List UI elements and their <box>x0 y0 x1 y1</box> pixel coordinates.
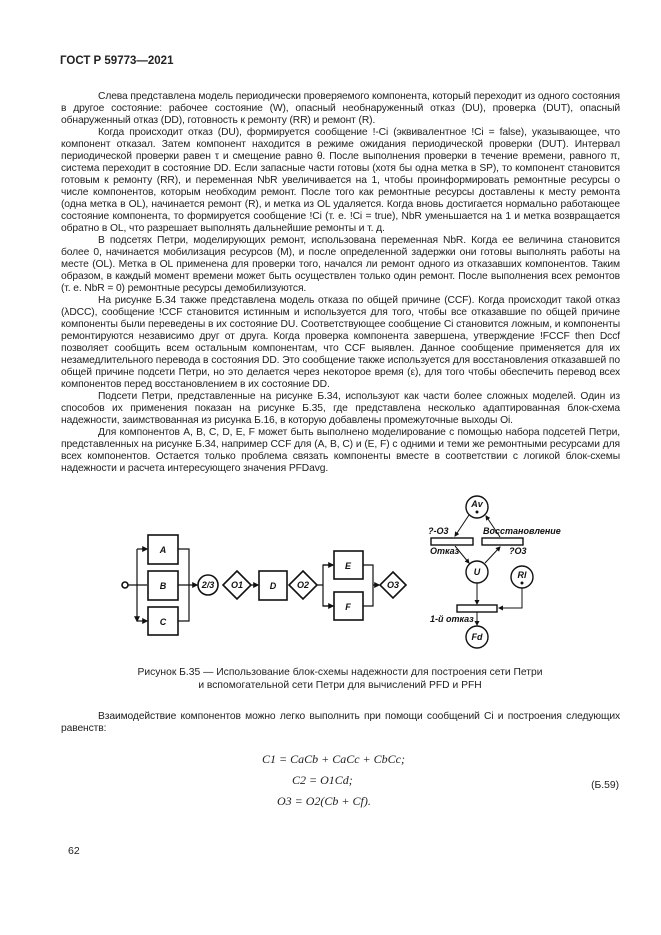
label-e: E <box>344 561 352 571</box>
transition-restore <box>482 538 523 545</box>
label-first-failure: 1-й отказ <box>430 614 474 624</box>
label-f: F <box>345 602 351 612</box>
label-o3-msg: ?O3 <box>509 546 527 556</box>
paragraph: Для компонентов A, B, C, D, E, F может быть выполнено моделирование с помощью набора подсетей Петри, представленных на рисунке Б.34, например CCF для (A, B, C) и (E, F) с одними и теми же ремонтными ресурсами для всех компонентов. Остается только проблема связать компоненты вместе в соответствии с логикой блок-схемы надежности и расчета интересующего значения PFDavg. <box>61 427 620 474</box>
label-vote: 2/3 <box>201 580 215 590</box>
paragraph: Подсети Петри, представленные на рисунке Б.34, используют как части более сложных моделей. Один из способов их применения показан на рисунке Б.35, где представлена несколько адаптированная блок-схема надежности, заимствованная из рисунка Б.16, в которую добавлены промежуточные выходы Oi. <box>61 391 620 426</box>
equation-2: C2 = O1Cd; <box>292 773 353 787</box>
document-header: ГОСТ Р 59773—2021 <box>60 55 174 67</box>
figure-caption <box>60 667 620 692</box>
equation-number: (Б.59) <box>591 780 619 791</box>
label-o3: O3 <box>386 580 400 590</box>
label-c: C <box>159 617 167 627</box>
label-o1: O1 <box>230 580 244 590</box>
page-number: 62 <box>68 845 80 857</box>
label-restore: Восстановление <box>483 526 561 536</box>
paragraph: Взаимодействие компонентов можно легко выполнить при помощи сообщений Ci и построения следующих равенств: <box>61 711 620 734</box>
label-o2: O2 <box>296 580 310 590</box>
label-failure: Отказ <box>430 546 460 556</box>
label-rl: Rl <box>517 570 527 580</box>
label-b: B <box>159 581 167 591</box>
equation-1: C1 = CaCb + CaCc + CbCc; <box>262 752 405 766</box>
paragraph: На рисунке Б.34 также представлена модель отказа по общей причине (CCF). Когда происходит такой отказ (λDCC), сообщение !CCF становится истинным и используется для того, чтобы все отказавшие по общей причине компоненты были переведены в их состояние DU. Соответствующее сообщение Ci становится ложным, и компоненты ремонтируются независимо друг от друга. Когда проверка компонента завершена, утверждение !FCCF then Dccf позволяет сообщить всем остальным компонентам, что CCF выявлен. Данное сообщение применяется для их незамедлительного перевода в состояния DD. Это сообщение также используется для восстановления отказавшей по общей причине подсети Петри, но это делается через некоторое время (ε), для того чтобы обеспечить перевод всех компонентов перед восстановлением в их состояние DD. <box>61 295 620 390</box>
label-not-o3: ?-O3 <box>428 526 449 536</box>
body-text <box>61 711 620 735</box>
transition-first-failure <box>457 605 497 612</box>
paragraph: Слева представлена модель периодически проверяемого компонента, который переходит из одного состояния в другое состояние: рабочее состояние (W), опасный необнаруженный отказ (DU), проверка (DUT), опасный обнаруженный отказ (DD), готовность к ремонту (RR) и ремонт (R). <box>61 91 620 126</box>
label-fd: Fd <box>471 632 483 642</box>
caption-line: и вспомогательной сети Петри для вычислений PFD и PFH <box>198 679 482 691</box>
input-node <box>122 582 128 588</box>
label-a: A <box>159 545 167 555</box>
paragraph: В подсетях Петри, моделирующих ремонт, использована переменная NbR. Когда ее величина становится более 0, начинается мобилизация ресурсов (M), и после определенной задержки они готовы выполнять работы на месте (OL). Метка в OL применена для проверки того, начался ли ремонт одного из отказавших компонентов. Таким образом, в каждый момент времени может быть осуществлен только один ремонт. После выполнения всех ремонтов (т. е. NbR = 0) ремонтные ресурсы демобилизуются. <box>61 235 620 294</box>
equation-3: O3 = O2(Cb + Cf). <box>277 794 371 808</box>
label-d: D <box>269 581 277 591</box>
label-u: U <box>473 567 481 577</box>
caption-line: Рисунок Б.35 — Использование блок-схемы надежности для построения сети Петри <box>137 667 543 678</box>
label-av: Av <box>471 499 483 509</box>
paragraph: Когда происходит отказ (DU), формируется сообщение !-Ci (эквивалентное !Ci = false), указывающее, что компонент отказал. Затем компонент находится в режиме ожидания периодической проверки (DUT). Интервал периодической проверки равен τ и смещение равно θ. После выполнения проверки в течение времени, равного π, система переходит в состояние DD. Если запасные части готовы (хотя бы одна метка в SP), то компонент становится готовым к ремонту (RR), и переменная NbR увеличивается на 1, чтобы проинформировать ремонтные ресурсы о числе компонентов, которым необходим ремонт. После того как ремонтные ресурсы доставлены к месту ремонта (одна метка в OL), начинается ремонт (R), и метка из OL удаляется. Когда вновь достигается нормально работающее состояние компонента, то формируется сообщение !Ci (т. е. !Ci = true), NbR уменьшается на 1 и метка возвращается обратно в OL, что разрешает выполнять дальнейшие ремонты и т. д. <box>61 127 620 234</box>
transition-failure <box>431 538 473 545</box>
